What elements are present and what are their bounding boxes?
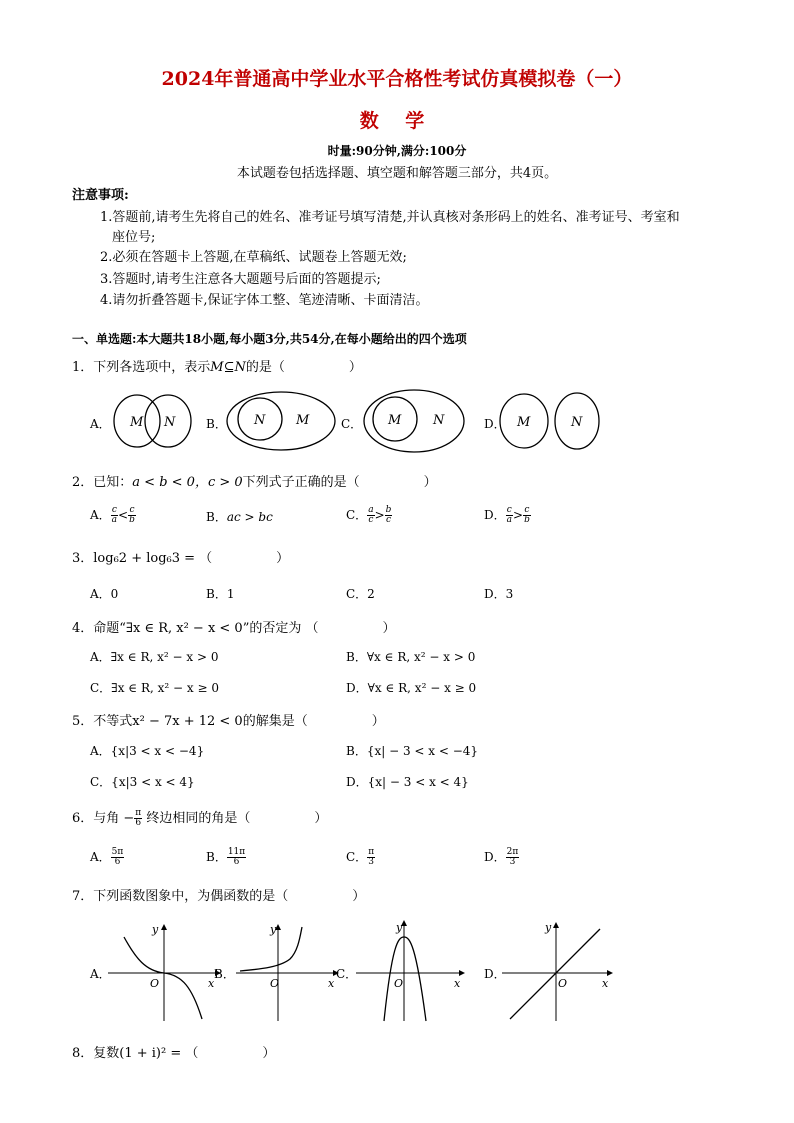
q5-option-c: C．{x|3 < x < 4} bbox=[90, 775, 195, 789]
q2-option-a: A． $\frac{c}{a}$ < $\frac{c}{b}$ bbox=[90, 505, 135, 525]
q7-option-a-label: A． bbox=[90, 967, 111, 981]
q1a-label-n: N bbox=[164, 415, 176, 430]
notice-item-1: 1.答题前,请考生先将自己的姓名、准考证号填写清楚,并认真核对条形码上的姓名、准考证号、考室和 bbox=[100, 210, 680, 225]
q7c-x-label: x bbox=[454, 977, 461, 990]
q3-option-b: B．1 bbox=[206, 587, 235, 601]
q1-option-c-label: C． bbox=[341, 417, 363, 431]
q2-option-b: B．ac > bc bbox=[206, 510, 273, 524]
q1-option-d-label: D． bbox=[484, 417, 506, 431]
question-2-stem: 2．已知：a < b < 0，c > 0下列式子正确的是（ ） bbox=[72, 475, 437, 490]
notice-item-1-cont: 座位号; bbox=[112, 230, 156, 245]
q7-option-d-label: D． bbox=[484, 967, 506, 981]
question-1-stem: 1．下列各选项中，表示M⊆N的是（ ） bbox=[72, 360, 362, 375]
q7d-y-label: y bbox=[545, 921, 552, 934]
question-7-stem: 7．下列函数图象中，为偶函数的是（ ） bbox=[72, 889, 366, 904]
question-4-stem: 4．命题“∃x ∈ R, x² − x < 0”的否定为 （ ） bbox=[72, 621, 396, 636]
exam-title: 2024年普通高中学业水平合格性考试仿真模拟卷（一） bbox=[161, 68, 633, 90]
q7b-origin: O bbox=[270, 977, 280, 990]
q1-option-b-label: B． bbox=[206, 417, 227, 431]
q5-option-d: D．{x| − 3 < x < 4} bbox=[346, 775, 469, 789]
q7a-origin: O bbox=[150, 977, 160, 990]
q1b-label-m: M bbox=[296, 413, 310, 428]
q1c-label-m: M bbox=[388, 413, 402, 428]
q7d-graph bbox=[502, 923, 612, 1021]
notice-item-3: 3.答题时,请考生注意各大题题号后面的答题提示; bbox=[100, 272, 381, 287]
q1c-label-n: N bbox=[433, 413, 445, 428]
q6-option-d: D． $\frac{2\pi}{3}$ bbox=[484, 847, 519, 867]
q5-option-b: B．{x| − 3 < x < −4} bbox=[346, 744, 479, 758]
q4-option-d: D．∀x ∈ R, x² − x ≥ 0 bbox=[346, 681, 477, 695]
q2-option-c: C． $\frac{a}{c}$ > $\frac{b}{c}$ bbox=[346, 505, 392, 525]
notice-heading: 注意事项: bbox=[72, 188, 129, 203]
q4-option-a: A．∃x ∈ R, x² − x > 0 bbox=[90, 650, 219, 664]
section-1-heading: 一、单选题:本大题共18小题,每小题3分,共54分,在每小题给出的四个选项 bbox=[72, 332, 467, 346]
question-3-stem: 3．log₆2 + log₆3 = （ ） bbox=[72, 551, 290, 566]
q7d-origin: O bbox=[558, 977, 568, 990]
q7d-x-label: x bbox=[602, 977, 609, 990]
q7c-origin: O bbox=[394, 977, 404, 990]
q7a-graph bbox=[108, 925, 220, 1021]
q6-option-c: C． $\frac{\pi}{3}$ bbox=[346, 847, 375, 867]
q3-option-d: D．3 bbox=[484, 587, 514, 601]
q7-option-c-label: C． bbox=[336, 967, 358, 981]
q3-option-a: A．0 bbox=[90, 587, 119, 601]
q7b-x-label: x bbox=[328, 977, 335, 990]
q7a-x-label: x bbox=[208, 977, 215, 990]
q3-option-c: C．2 bbox=[346, 587, 375, 601]
q1b-set-m-ellipse bbox=[227, 392, 335, 450]
q7-option-b-label: B． bbox=[214, 967, 235, 981]
exam-timing: 时量:90分钟,满分:100分 bbox=[327, 144, 467, 158]
q1a-label-m: M bbox=[130, 415, 144, 430]
q1-option-a-label: A． bbox=[90, 417, 111, 431]
notice-item-4: 4.请勿折叠答题卡,保证字体工整、笔迹清晰、卡面清洁。 bbox=[100, 293, 429, 308]
q7-function-graphs bbox=[0, 915, 794, 1027]
q7c-graph bbox=[356, 921, 464, 1021]
q7c-y-label: y bbox=[396, 921, 403, 934]
q7b-graph bbox=[236, 925, 338, 1021]
q1d-label-n: N bbox=[571, 415, 583, 430]
q1-venn-diagrams bbox=[0, 386, 794, 456]
question-5-stem: 5．不等式x² − 7x + 12 < 0的解集是（ ） bbox=[72, 714, 385, 729]
q4-option-b: B．∀x ∈ R, x² − x > 0 bbox=[346, 650, 476, 664]
q1c-set-n-ellipse bbox=[364, 390, 464, 452]
subject-title: 数 学 bbox=[359, 110, 435, 132]
q7a-y-label: y bbox=[152, 923, 159, 936]
notice-item-2: 2.必须在答题卡上答题,在草稿纸、试题卷上答题无效; bbox=[100, 250, 407, 265]
q5-option-a: A．{x|3 < x < −4} bbox=[90, 744, 205, 758]
q6-option-a: A． $\frac{5\pi}{6}$ bbox=[90, 847, 124, 867]
q2-option-d: D． $\frac{c}{a}$ > $\frac{c}{b}$ bbox=[484, 505, 530, 525]
q7b-y-label: y bbox=[270, 923, 277, 936]
q1d-label-m: M bbox=[517, 415, 531, 430]
q1b-label-n: N bbox=[254, 413, 266, 428]
question-8-stem: 8．复数(1 + i)² = （ ） bbox=[72, 1046, 276, 1061]
exam-description: 本试题卷包括选择题、填空题和解答题三部分，共4页。 bbox=[236, 166, 558, 181]
question-6-stem: 6．与角 − $\frac{\pi}{6}$ 终边相同的角是（ ） bbox=[72, 808, 328, 828]
q4-option-c: C．∃x ∈ R, x² − x ≥ 0 bbox=[90, 681, 219, 695]
q6-option-b: B． $\frac{11\pi}{6}$ bbox=[206, 847, 246, 867]
